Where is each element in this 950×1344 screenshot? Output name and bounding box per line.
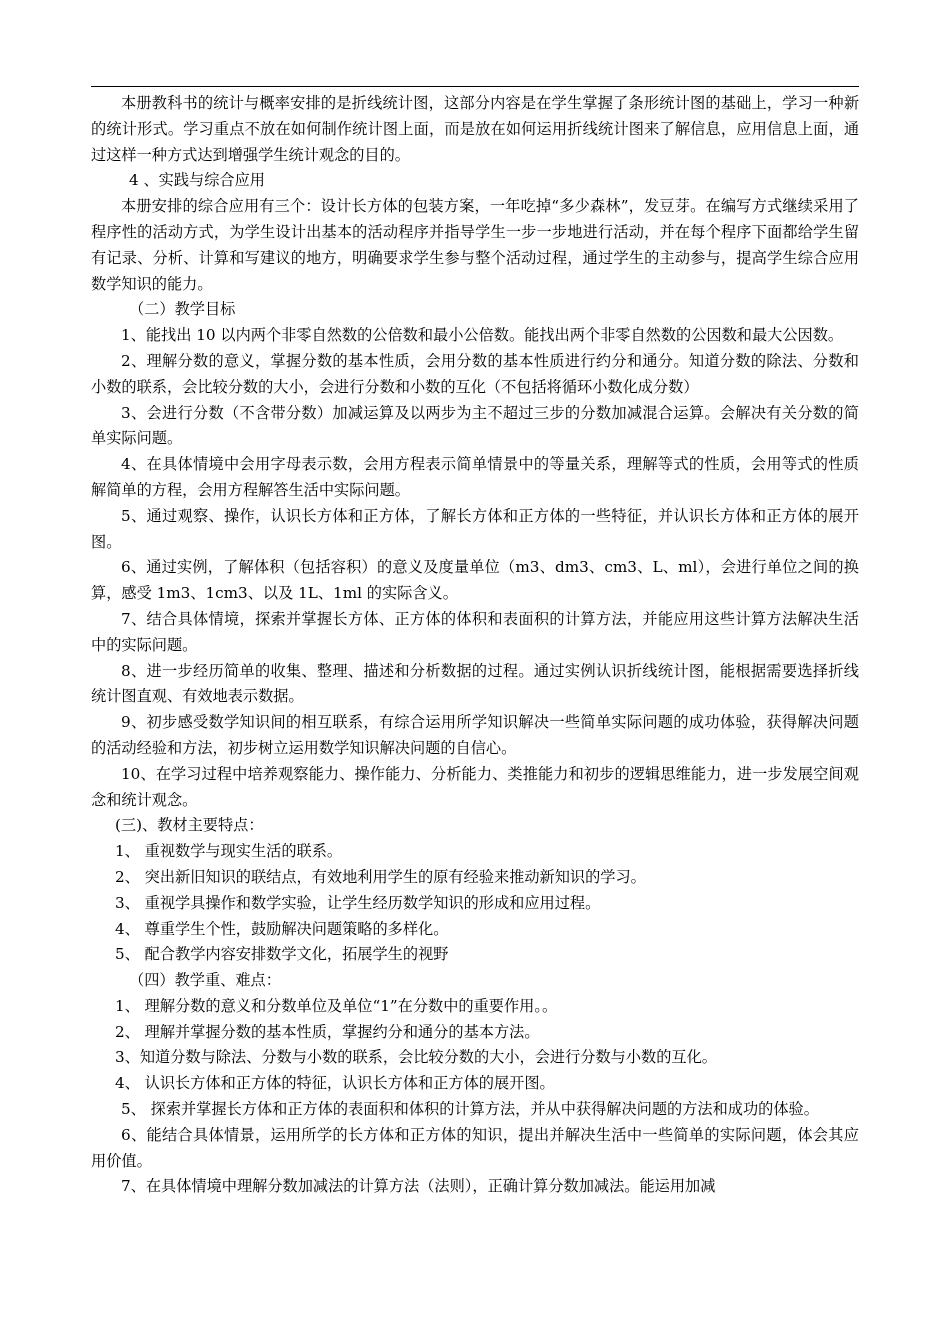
header-rule <box>91 86 859 87</box>
goal-item-3: 3、会进行分数（不含带分数）加减运算及以两步为主不超过三步的分数加减混合运算。会解决有关分数的简单实际问题。 <box>91 403 859 448</box>
goal-item-9: 9、初步感受数学知识间的相互联系，有综合运用所学知识解决一些简单实际问题的成功体验，获得解决问题的活动经验和方法，初步树立运用数学知识解决问题的自信心。 <box>91 713 859 757</box>
goal-item-8: 8、进一步经历简单的收集、整理、描述和分析数据的过程。通过实例认识折线统计图，能根据需要选择折线统计图直观、有效地表示数据。 <box>91 661 859 706</box>
goal-item-7: 7、结合具体情境，探索并掌握长方体、正方体的体积和表面积的计算方法，并能应用这些计算方法解决生活中的实际问题。 <box>91 609 859 654</box>
goal-item-4: 4、在具体情境中会用字母表示数，会用方程表示简单情景中的等量关系，理解等式的性质，会用等式的性质解简单的方程，会用方程解答生活中实际问题。 <box>91 455 859 499</box>
goal-item-5: 5、通过观察、操作，认识长方体和正方体，了解长方体和正方体的一些特征，并认识长方体和正方体的展开图。 <box>91 506 859 551</box>
heading-textbook-features: (三)、教材主要特点： <box>115 816 264 835</box>
feature-item-1: 1、 重视数学与现实生活的联系。 <box>115 842 343 861</box>
feature-item-3: 3、 重视学具操作和数学实验，让学生经历数学知识的形成和应用过程。 <box>115 893 601 912</box>
key-point-item-3: 3、知道分数与除法、分数与小数的联系，会比较分数的大小，会进行分数与小数的互化。 <box>115 1048 717 1067</box>
heading-teaching-goals: （二）教学目标 <box>129 300 236 319</box>
feature-item-2: 2、 突出新旧知识的联结点，有效地利用学生的原有经验来推动新知识的学习。 <box>115 867 646 886</box>
document-body <box>91 91 859 1200</box>
paragraph-comprehensive-application: 本册安排的综合应用有三个：设计长方体的包装方案，一年吃掉“多少森林”，发豆芽。在编写方式继续采用了程序性的活动方式，为学生设计出基本的活动程序并指导学生一步一步地进行活动，并在每个程序下面都给学生留有记录、分析、计算和写建议的地方，明确要求学生参与整个活动过程，通过学生的主动参与，提高学生综合应用数学知识的能力。 <box>91 197 859 293</box>
goal-item-6: 6、通过实例，了解体积（包括容积）的意义及度量单位（m3、dm3、cm3、L、ml），会进行单位之间的换算，感受 1m3、1cm3、以及 1L、1ml 的实际含义。 <box>91 558 859 603</box>
key-point-item-7: 7、在具体情境中理解分数加减法的计算方法（法则），正确计算分数加减法。能运用加减 <box>121 1177 716 1196</box>
heading-practice-application: 4 、实践与综合应用 <box>129 171 265 190</box>
goal-item-10: 10、在学习过程中培养观察能力、操作能力、分析能力、类推能力和初步的逻辑思维能力，进一步发展空间观念和统计观念。 <box>91 764 859 809</box>
feature-item-5: 5、 配合教学内容安排数学文化，拓展学生的视野 <box>115 945 449 964</box>
paragraph-statistics-intro: 本册教科书的统计与概率安排的是折线统计图，这部分内容是在学生掌握了条形统计图的基础上，学习一种新的统计形式。学习重点不放在如何制作统计图上面，而是放在如何运用折线统计图来了解信息，应用信息上面，通过这样一种方式达到增强学生统计观念的目的。 <box>91 94 859 164</box>
key-point-item-5: 5、 探索并掌握长方体和正方体的表面积和体积的计算方法，并从中获得解决问题的方法和成功的体验。 <box>121 1100 819 1119</box>
feature-item-4: 4、 尊重学生个性，鼓励解决问题策略的多样化。 <box>115 919 449 938</box>
heading-key-difficult-points: （四）教学重、难点： <box>129 971 281 990</box>
key-point-item-6: 6、能结合具体情景，运用所学的长方体和正方体的知识，提出并解决生活中一些简单的实际问题，体会其应用价值。 <box>91 1125 859 1170</box>
goal-item-2: 2、理解分数的意义，掌握分数的基本性质，会用分数的基本性质进行约分和通分。知道分数的除法、分数和小数的联系，会比较分数的大小，会进行分数和小数的互化（不包括将循环小数化成分数） <box>91 351 859 396</box>
key-point-item-2: 2、 理解并掌握分数的基本性质，掌握约分和通分的基本方法。 <box>115 1022 540 1041</box>
key-point-item-4: 4、 认识长方体和正方体的特征，认识长方体和正方体的展开图。 <box>115 1074 555 1093</box>
key-point-item-1: 1、 理解分数的意义和分数单位及单位“1”在分数中的重要作用。。 <box>115 996 558 1015</box>
goal-item-1: 1、能找出 10 以内两个非零自然数的公倍数和最小公倍数。能找出两个非零自然数的公因数和最大公因数。 <box>121 326 844 345</box>
